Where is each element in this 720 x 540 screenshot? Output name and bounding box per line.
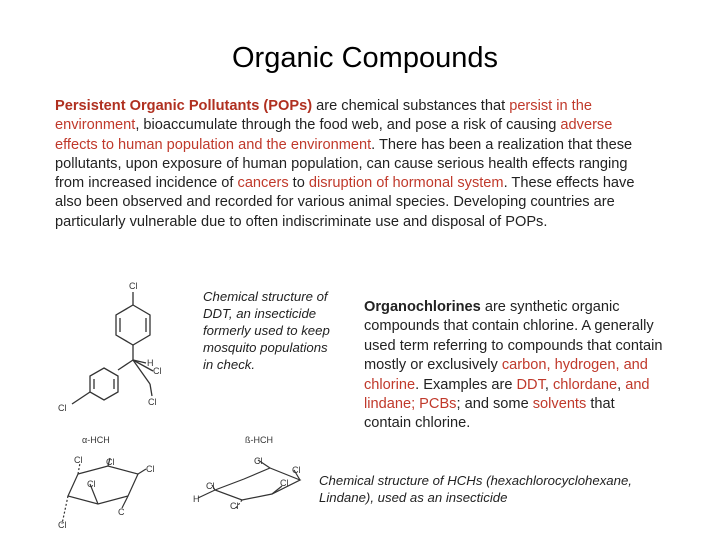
alpha-hch-label: α-HCH	[82, 435, 110, 445]
ddt-cl-top: Cl	[129, 281, 138, 291]
organochlorines-term: Organochlorines	[364, 299, 481, 315]
ddt-h: H	[147, 358, 154, 368]
alpha-c: C	[118, 507, 125, 517]
hormonal-disruption-highlight: disruption of hormonal system	[308, 175, 504, 192]
ddt-structure	[72, 292, 153, 404]
beta-cl-1: Cl	[254, 456, 263, 466]
alpha-cl-3: Cl	[146, 464, 155, 474]
alpha-cl-1: Cl	[74, 455, 83, 465]
beta-h: H	[193, 494, 200, 504]
organochlorines-paragraph	[364, 298, 664, 434]
alpha-hch-structure	[62, 458, 146, 524]
organo-text-3: ; and some	[456, 396, 533, 413]
persist-highlight: persist in the environment	[55, 98, 592, 134]
beta-cl-4: Cl	[280, 478, 289, 488]
intro-text-5: . These effects have also been observed and recorded for various animal species. Developing countries are particularly vulnerable due to often indiscriminate use and disposal of POPs.	[55, 175, 635, 230]
intro-text-4: to	[288, 175, 309, 192]
beta-cl-3: Cl	[206, 481, 215, 491]
organo-text-4: that contain chlorine.	[364, 396, 615, 432]
lindane-pcbs-highlight: and lindane; PCBs	[364, 376, 650, 413]
solvents-highlight: solvents	[532, 396, 587, 413]
slide-title: Organic Compounds	[232, 42, 498, 74]
alpha-cl-5: Cl	[58, 520, 67, 530]
hch-caption: Chemical structure of HCHs (hexachlorocyclohexane, Lindane), used as an insecticide	[319, 473, 632, 505]
beta-cl-5: Cl	[230, 501, 239, 511]
alpha-cl-2: Cl	[106, 457, 115, 467]
ddt-cl-left: Cl	[58, 403, 67, 413]
adverse-effects-highlight: adverse effects to human population and the environment	[55, 117, 613, 153]
ddt-cl-right: Cl	[153, 366, 162, 376]
pops-term: Persistent Organic Pollutants (POPs)	[55, 98, 313, 114]
intro-text-2: , bioaccumulate through the food web, and pose a risk of causing	[135, 117, 561, 134]
intro-text-3: . There has been a realization that these pollutants, upon exposure of human population, can cause serious health effects ranging from increased incidence of	[55, 136, 633, 192]
cancers-highlight: cancers	[237, 175, 289, 192]
beta-cl-2: Cl	[292, 465, 301, 475]
elements-highlight: carbon, hydrogen, and chlorine	[364, 357, 648, 393]
ddt-cl-bottom: Cl	[148, 397, 157, 407]
organo-text-1: are synthetic organic compounds that contain chlorine. A generally used term referring to compounds that contain mostly or exclusively	[364, 299, 663, 374]
intro-text-1: are chemical substances that	[312, 98, 510, 114]
chlordane-highlight: chlordane	[552, 376, 618, 393]
organo-comma-1: ,	[544, 376, 553, 393]
beta-hch-label: ß-HCH	[245, 435, 273, 445]
alpha-cl-4: Cl	[87, 479, 96, 489]
organo-comma-2: ,	[617, 376, 626, 393]
ddt-caption: Chemical structure of DDT, an insecticide formerly used to keep mosquito populations in check.	[203, 289, 330, 372]
organo-text-2: . Examples are	[415, 376, 517, 393]
ddt-highlight: DDT	[516, 376, 545, 393]
